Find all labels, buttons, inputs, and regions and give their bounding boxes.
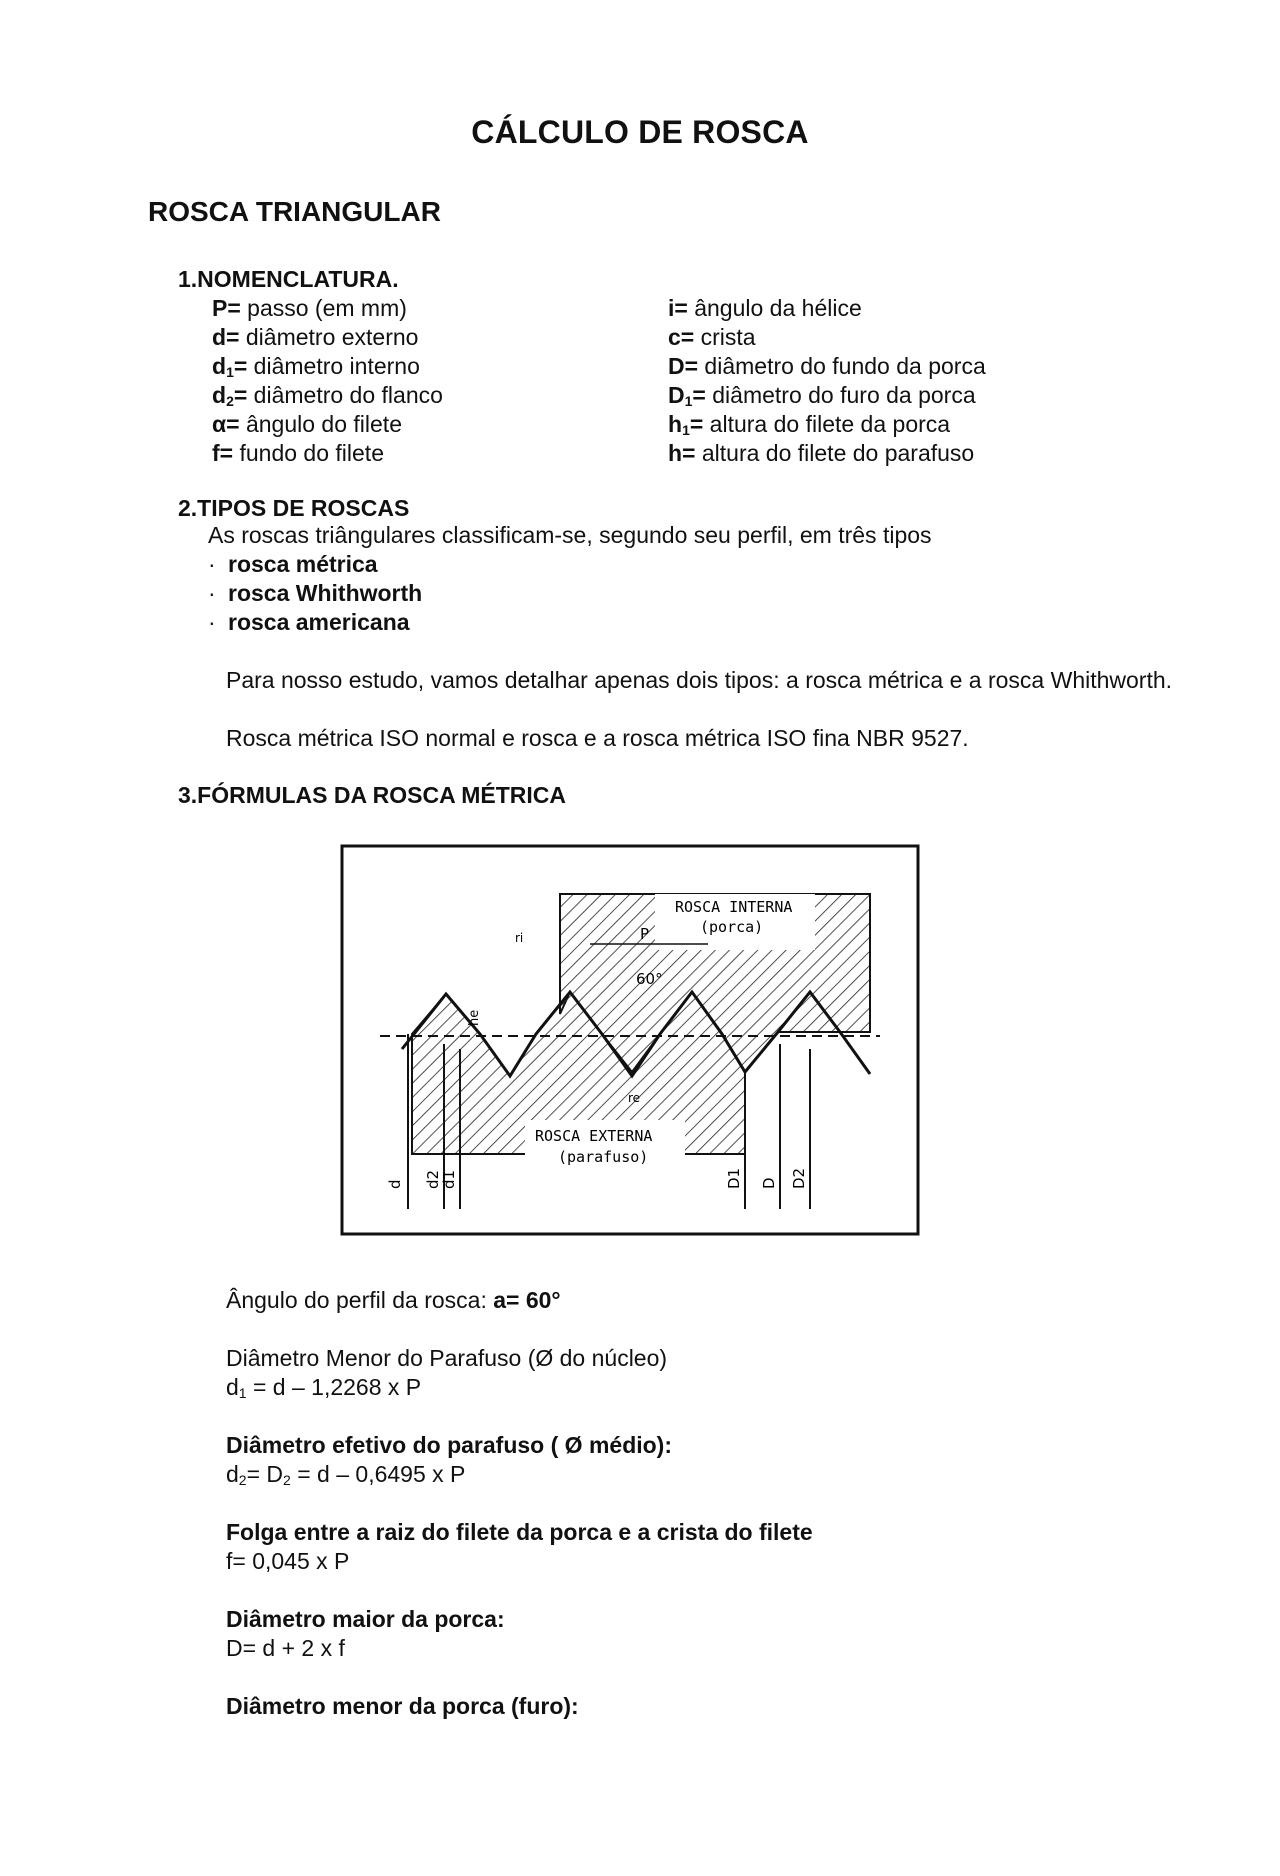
angle-line: Ângulo do perfil da rosca: a= 60° <box>226 1287 561 1313</box>
minor-diameter-formula: $d_1 = d - 1,2268$ x P <box>226 1374 422 1401</box>
pitch-diameter-label: Diâmetro efetivo do parafuso ( Ø médio): <box>226 1432 672 1458</box>
section-subtitle: ROSCA TRIANGULAR <box>148 196 441 227</box>
major-nut-formula: D= d + 2 x f <box>226 1635 345 1661</box>
nomenclature-heading: 1.NOMENCLATURA. <box>178 266 399 292</box>
diagram-label: (porca) <box>700 918 764 936</box>
nomenclature-item: f= fundo do filete <box>212 440 384 466</box>
paragraph-iso: Rosca métrica ISO normal e rosca e a rosca métrica ISO fina NBR 9527. <box>226 725 969 751</box>
formulas-heading: 3.FÓRMULAS DA ROSCA MÉTRICA <box>178 782 567 808</box>
diagram-label: D1 <box>725 1167 743 1189</box>
list-item: · rosca Whithworth <box>208 580 423 606</box>
diagram-label: he <box>467 1009 482 1026</box>
list-item: · rosca métrica <box>208 551 378 577</box>
diagram-label: P <box>640 925 650 943</box>
diagram-label: d1 <box>440 1169 458 1189</box>
nomenclature-item: $d_2=$ diâmetro do flanco <box>212 382 443 409</box>
nomenclature-item: D= diâmetro do fundo da porca <box>668 353 986 379</box>
diagram-label: re <box>628 1091 641 1105</box>
diagram-label: d <box>386 1179 404 1189</box>
diagram-label: d2 <box>424 1169 442 1189</box>
clearance-formula: f= 0,045 x P <box>226 1548 350 1574</box>
pitch-diameter-formula: $d_2= D_2 = d - 0,6495$ x P <box>226 1461 466 1488</box>
types-heading: 2.TIPOS DE ROSCAS <box>178 495 410 521</box>
nomenclature-item: α= ângulo do filete <box>212 411 402 437</box>
diagram-label: (parafuso) <box>558 1148 649 1166</box>
diagram-label: ROSCA EXTERNA <box>535 1127 653 1145</box>
page-title: CÁLCULO DE ROSCA <box>471 114 809 150</box>
clearance-label: Folga entre a raiz do filete da porca e a crista do filete <box>226 1519 813 1545</box>
types-intro: As roscas triângulares classificam-se, segundo seu perfil, em três tipos <box>208 522 932 548</box>
list-item: · rosca americana <box>208 609 410 635</box>
nomenclature-item: $d_1=$ diâmetro interno <box>212 353 420 380</box>
nomenclature-item: $D_1=$ diâmetro do furo da porca <box>668 382 976 409</box>
major-nut-label: Diâmetro maior da porca: <box>226 1606 505 1632</box>
nomenclature-item: c= crista <box>668 324 756 350</box>
diagram-label: ri <box>515 931 524 945</box>
paragraph-study: Para nosso estudo, vamos detalhar apenas dois tipos: a rosca métrica e a rosca Whithworth. <box>226 667 1173 693</box>
nomenclature-item: h= altura do filete do parafuso <box>668 440 975 466</box>
diagram-label: D2 <box>790 1167 808 1189</box>
diagram-label: 60° <box>636 970 663 988</box>
diagram-label: D <box>760 1177 778 1189</box>
nomenclature-item: d= diâmetro externo <box>212 324 419 350</box>
minor-nut-label: Diâmetro menor da porca (furo): <box>226 1693 579 1719</box>
minor-diameter-label: Diâmetro Menor do Parafuso (Ø do núcleo) <box>226 1345 668 1371</box>
thread-profile-diagram <box>340 844 920 1236</box>
nomenclature-item: P= passo (em mm) <box>212 295 407 321</box>
diagram-label: ROSCA INTERNA <box>675 898 793 916</box>
nomenclature-item: i= ângulo da hélice <box>668 295 862 321</box>
nomenclature-item: $h_1=$ altura do filete da porca <box>668 411 951 438</box>
